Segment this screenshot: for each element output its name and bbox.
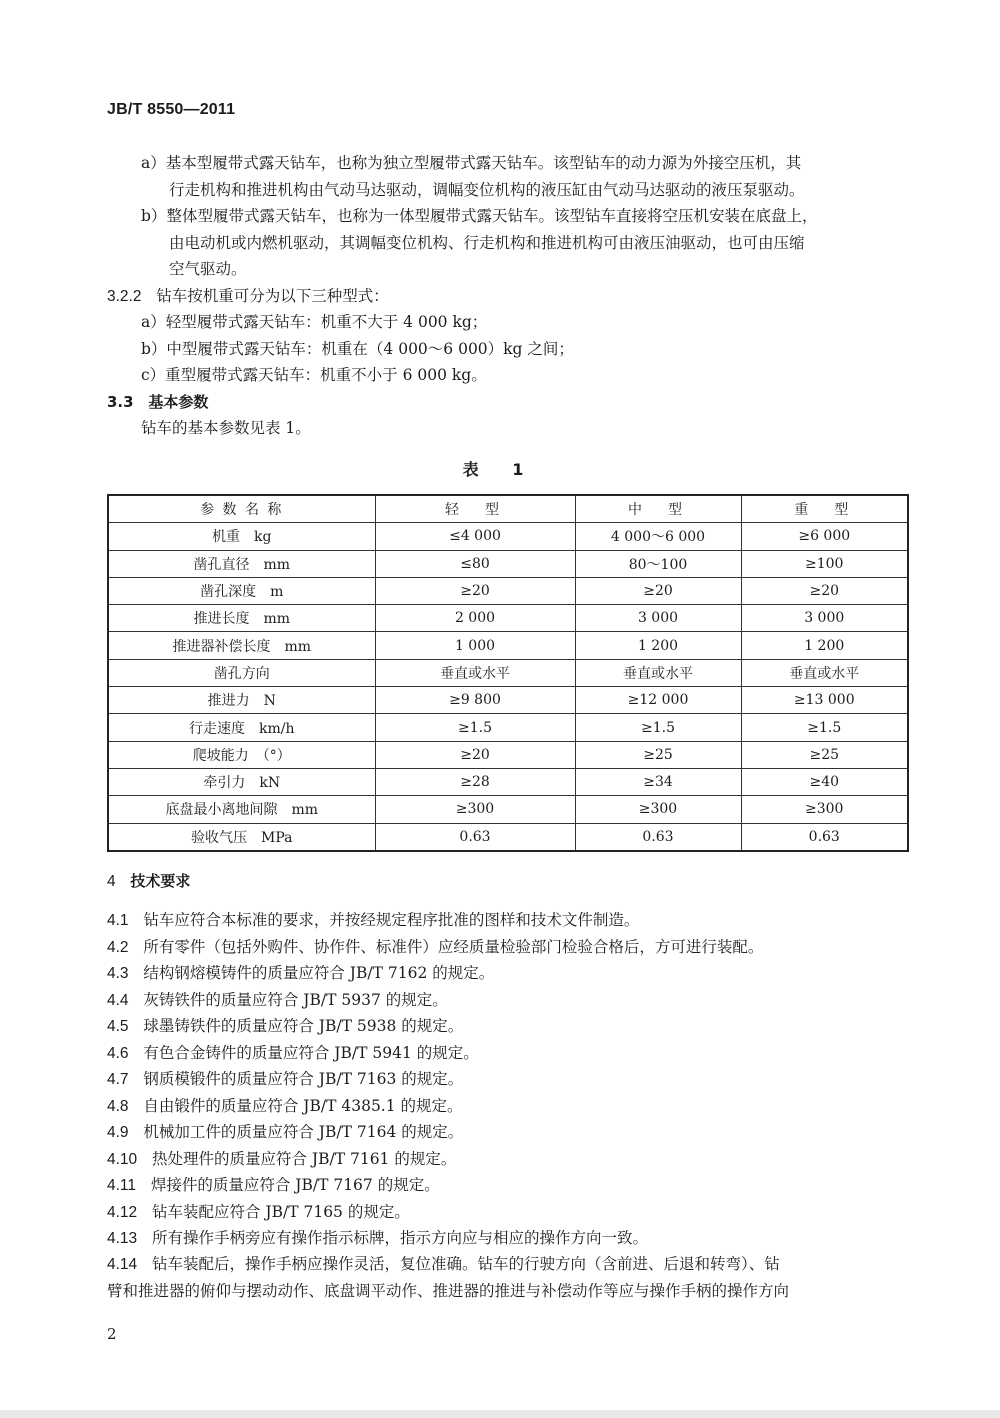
parameter-table bbox=[107, 494, 909, 852]
clause: 4.8 自由锻件的质量应符合 JB/T 4385.1 的规定。 bbox=[107, 1096, 463, 1115]
param-value-cell: ≤80 bbox=[375, 550, 575, 577]
param-value-cell: 4 000～6 000 bbox=[575, 523, 741, 550]
clause: 4.12 钻车装配应符合 JB/T 7165 的规定。 bbox=[107, 1202, 410, 1221]
table-row bbox=[108, 796, 908, 823]
table-row bbox=[108, 523, 908, 550]
list-item: b）整体型履带式露天钻车，也称为一体型履带式露天钻车。该型钻车直接将空压机安装在底盘上， bbox=[141, 207, 818, 225]
param-value-cell: ≥20 bbox=[375, 741, 575, 768]
param-value-cell: 2 000 bbox=[375, 605, 575, 632]
param-value-cell: ≥1.5 bbox=[375, 714, 575, 741]
param-value-cell: ≥1.5 bbox=[575, 714, 741, 741]
section-heading-4: 4 技术要求 bbox=[107, 872, 191, 890]
table-row bbox=[108, 823, 908, 851]
clause: 4.10 热处理件的质量应符合 JB/T 7161 的规定。 bbox=[107, 1149, 457, 1168]
param-value-cell: ≥100 bbox=[741, 550, 908, 577]
param-value-cell: ≥20 bbox=[375, 577, 575, 604]
standard-code: JB/T 8550—2011 bbox=[107, 101, 236, 118]
param-value-cell: ≥300 bbox=[575, 796, 741, 823]
clause: 4.7 钢质模锻件的质量应符合 JB/T 7163 的规定。 bbox=[107, 1070, 464, 1088]
list-item-continued: 空气驱动。 bbox=[169, 260, 247, 278]
param-value-cell: ≥1.5 bbox=[741, 714, 908, 741]
intro-items bbox=[107, 150, 907, 442]
param-value-cell: ≥12 000 bbox=[575, 687, 741, 714]
clause: 4.5 球墨铸铁件的质量应符合 JB/T 5938 的规定。 bbox=[107, 1017, 464, 1035]
table-row bbox=[108, 577, 908, 604]
param-name-cell: 推进器补偿长度 mm bbox=[108, 632, 375, 659]
param-name-cell: 凿孔方向 bbox=[108, 659, 375, 686]
clause-4-14: 4.14 钻车装配后，操作手柄应操作灵活，复位准确。钻车的行驶方向（含前进、后退和转弯）、钻 臂和推进器的俯仰与摆动动作、底盘调平动作、推进器的推进与补偿动作等应与操作手柄的操作方向 bbox=[107, 1255, 790, 1300]
table-row bbox=[108, 768, 908, 795]
param-name-cell: 推进长度 mm bbox=[108, 605, 375, 632]
table-title: 表 1 bbox=[462, 460, 538, 479]
param-value-cell: 3 000 bbox=[741, 605, 908, 632]
paragraph: 钻车的基本参数见表 1。 bbox=[141, 419, 311, 437]
param-value-cell: ≥34 bbox=[575, 768, 741, 795]
table-header-cell: 参 数 名 称 bbox=[108, 495, 375, 523]
list-item-continued: 行走机构和推进机构由气动马达驱动，调幅变位机构的液压缸由气动马达驱动的液压泵驱动。 bbox=[169, 180, 805, 199]
table-header-cell: 重 型 bbox=[741, 495, 908, 523]
table-header-cell: 轻 型 bbox=[375, 495, 575, 523]
clause: 4.6 有色合金铸件的质量应符合 JB/T 5941 的规定。 bbox=[107, 1043, 479, 1062]
param-name-cell: 牵引力 kN bbox=[108, 768, 375, 795]
table-row bbox=[108, 741, 908, 768]
section-heading-3-3: 3.3 基本参数 bbox=[107, 392, 209, 411]
table-header-row bbox=[108, 495, 908, 523]
table-row bbox=[108, 632, 908, 659]
list-item-continued: 由电动机或内燃机驱动，其调幅变位机构、行走机构和推进机构可由液压油驱动，也可由压缩 bbox=[169, 233, 805, 252]
list-item: b）中型履带式露天钻车：机重在（4 000～6 000）kg 之间； bbox=[141, 339, 574, 358]
param-value-cell: 0.63 bbox=[575, 823, 741, 851]
clause: 4.1 钻车应符合本标准的要求，并按经规定程序批准的图样和技术文件制造。 bbox=[107, 911, 640, 929]
param-value-cell: ≥13 000 bbox=[741, 687, 908, 714]
param-value-cell: 垂直或水平 bbox=[741, 659, 908, 686]
clause: 4.4 灰铸铁件的质量应符合 JB/T 5937 的规定。 bbox=[107, 990, 448, 1009]
clause: 4.13 所有操作手柄旁应有操作指示标牌，指示方向应与相应的操作方向一致。 bbox=[107, 1229, 648, 1247]
param-value-cell: ≥20 bbox=[741, 577, 908, 604]
param-value-cell: ≥28 bbox=[375, 768, 575, 795]
list-item: c）重型履带式露天钻车：机重不小于 6 000 kg。 bbox=[141, 366, 487, 384]
param-value-cell: 1 000 bbox=[375, 632, 575, 659]
param-name-cell: 凿孔直径 mm bbox=[108, 550, 375, 577]
page-bottom-edge bbox=[0, 1410, 1000, 1418]
param-value-cell: ≥6 000 bbox=[741, 523, 908, 550]
param-value-cell: ≥300 bbox=[741, 796, 908, 823]
page-number: 2 bbox=[107, 1325, 117, 1343]
param-value-cell: 80～100 bbox=[575, 550, 741, 577]
table-row bbox=[108, 550, 908, 577]
param-value-cell: ≥20 bbox=[575, 577, 741, 604]
param-name-cell: 底盘最小离地间隙 mm bbox=[108, 796, 375, 823]
clause: 4.11 焊接件的质量应符合 JB/T 7167 的规定。 bbox=[107, 1176, 440, 1194]
param-value-cell: ≥300 bbox=[375, 796, 575, 823]
list-item: a）轻型履带式露天钻车：机重不大于 4 000 kg； bbox=[141, 313, 488, 331]
param-value-cell: 3 000 bbox=[575, 605, 741, 632]
param-value-cell: 0.63 bbox=[741, 823, 908, 851]
param-value-cell: ≤4 000 bbox=[375, 523, 575, 550]
table-header-cell: 中 型 bbox=[575, 495, 741, 523]
clause: 4.3 结构钢熔模铸件的质量应符合 JB/T 7162 的规定。 bbox=[107, 964, 495, 982]
table-row bbox=[108, 659, 908, 686]
param-value-cell: ≥25 bbox=[575, 741, 741, 768]
clause: 4.9 机械加工件的质量应符合 JB/T 7164 的规定。 bbox=[107, 1123, 464, 1141]
param-name-cell: 行走速度 km/h bbox=[108, 714, 375, 741]
param-value-cell: 0.63 bbox=[375, 823, 575, 851]
param-name-cell: 爬坡能力 （°） bbox=[108, 741, 375, 768]
clause: 4.2 所有零件（包括外购件、协作件、标准件）应经质量检验部门检验合格后，方可进行装配。 bbox=[107, 937, 764, 956]
table-row bbox=[108, 687, 908, 714]
list-item: a）基本型履带式露天钻车，也称为独立型履带式露天钻车。该型钻车的动力源为外接空压机，其 bbox=[141, 154, 802, 172]
param-value-cell: 1 200 bbox=[575, 632, 741, 659]
param-name-cell: 凿孔深度 m bbox=[108, 577, 375, 604]
param-name-cell: 机重 kg bbox=[108, 523, 375, 550]
table-row bbox=[108, 605, 908, 632]
param-value-cell: 垂直或水平 bbox=[575, 659, 741, 686]
param-value-cell: 1 200 bbox=[741, 632, 908, 659]
param-value-cell: ≥25 bbox=[741, 741, 908, 768]
param-value-cell: ≥40 bbox=[741, 768, 908, 795]
table-row bbox=[108, 714, 908, 741]
param-name-cell: 推进力 N bbox=[108, 687, 375, 714]
param-value-cell: ≥9 800 bbox=[375, 687, 575, 714]
clause-list bbox=[107, 907, 907, 1252]
clause-3-2-2: 3.2.2 钻车按机重可分为以下三种型式： bbox=[107, 286, 389, 305]
param-name-cell: 验收气压 MPa bbox=[108, 823, 375, 851]
param-value-cell: 垂直或水平 bbox=[375, 659, 575, 686]
